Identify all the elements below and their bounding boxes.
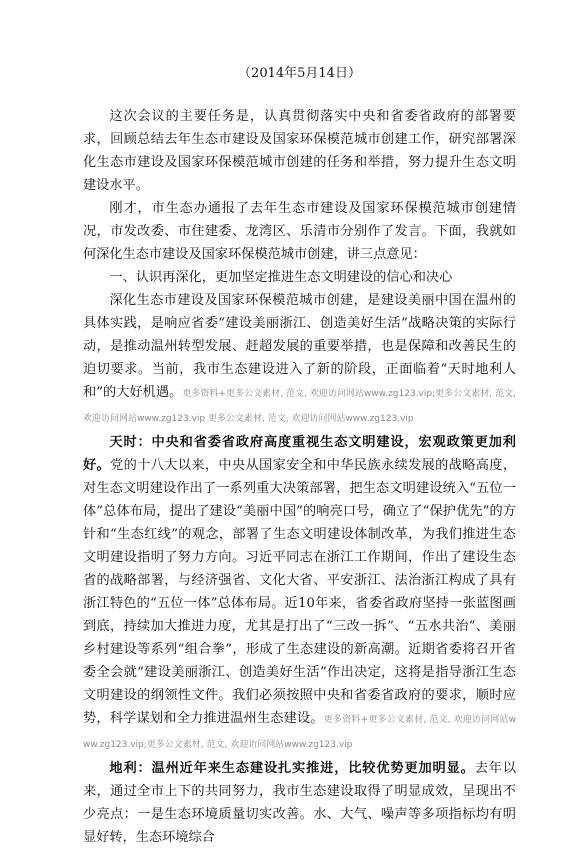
watermark-text: 更多资料+更多公文素材, 范文, 欢迎访问网站www.zg123.vip;更多公文素材, 范文, 欢迎访问网站www.zg123.vip 更多公文素材, 范文, 欢迎访问网站www.zg123.vip bbox=[83, 389, 517, 424]
paragraph-tianshi bbox=[83, 431, 516, 757]
tianshi-body: 党的十八大以来，中央从国家安全和中华民族永续发展的战略高度，对生态文明建设作出了一系列重大决策部署，把生态文明建设统入“五位一体”总体布局，提出了建设“美丽中国”的响亮口号，确立了“保护优先”的方针和“生态红线”的观念，部署了生态文明建设体制改革，为我们推进生态文明建设指明了努力方向。习近平同志在浙江工作期间，作出了建设生态省的战略部署，与经济强省、文化大省、平安浙江、法治浙江构成了具有浙江特色的“五位一体”总体布局。近10年来，省委省政府坚持一张蓝图画到底，持续加大推进力度，尤其是打出了“三改一拆”、“五水共治”、美丽乡村建设等系列“组合拳”，形成了生态建设的新高潮。近期省委将召开省委全会就“建设美丽浙江、创造美好生活”作出决定，这将是指导浙江生态文明建设的纲领性文件。我们必须按照中央和省委省政府的要求，顺时应势，科学谋划和全力推进温州生态建设。 bbox=[83, 458, 517, 726]
paragraph-agenda: 刚才，市生态办通报了去年生态市建设及国家环保模范城市创建情况，市发改委、市住建委、龙湾区、乐清市分别作了发言。下面，我就如何深化生态市建设及国家环保模范城市创建，讲三点意见： bbox=[83, 201, 516, 262]
paragraph-dili bbox=[83, 757, 516, 849]
paragraph-opportunity bbox=[83, 289, 516, 431]
speech-date: （2014年5月14日） bbox=[238, 66, 361, 81]
section-heading-1: 一、认识再深化，更加坚定推进生态文明建设的信心和决心 bbox=[109, 270, 453, 285]
dili-body: 去年以来，通过全市上下的共同努力，我市生态建设取得了明显成效，呈现出不少亮点：一是生态环境质量切实改善。水、大气、噪声等多项指标均有明显好转，生态环境综合 bbox=[83, 761, 517, 845]
tianshi-lead: 天时：中央和省委省政府高度重视生态文明建设，宏观政策更加利好。 bbox=[83, 435, 516, 473]
dili-lead: 地利：温州近年来生态建设扎实推进，比较优势更加明显。 bbox=[109, 761, 475, 776]
opportunity-text: 深化生态市建设及国家环保模范城市创建，是建设美丽中国在温州的具体实践，是响应省委“建设美丽浙江、创造美好生活”战略决策的实际行动，是推动温州转型发展、赶超发展的重要举措，也是保障和改善民生的迫切要求。当前，我市生态建设进入了新的阶段，正面临着“天时地利人和”的大好机遇。 bbox=[83, 293, 516, 400]
watermark-text: 更多资料+更多公文素材, 范文, 欢迎访问网站www.zg123.vip;更多公文素材, 范文, 欢迎访问网站www.zg123.vip bbox=[83, 715, 516, 750]
paragraph-intro: 这次会议的主要任务是，认真贯彻落实中央和省委省政府的部署要求，回顾总结去年生态市建设及国家环保模范城市创建工作，研究部署深化生态市建设及国家环保模范城市创建的任务和举措，努力提升生态文明建设水平。 bbox=[83, 109, 516, 193]
